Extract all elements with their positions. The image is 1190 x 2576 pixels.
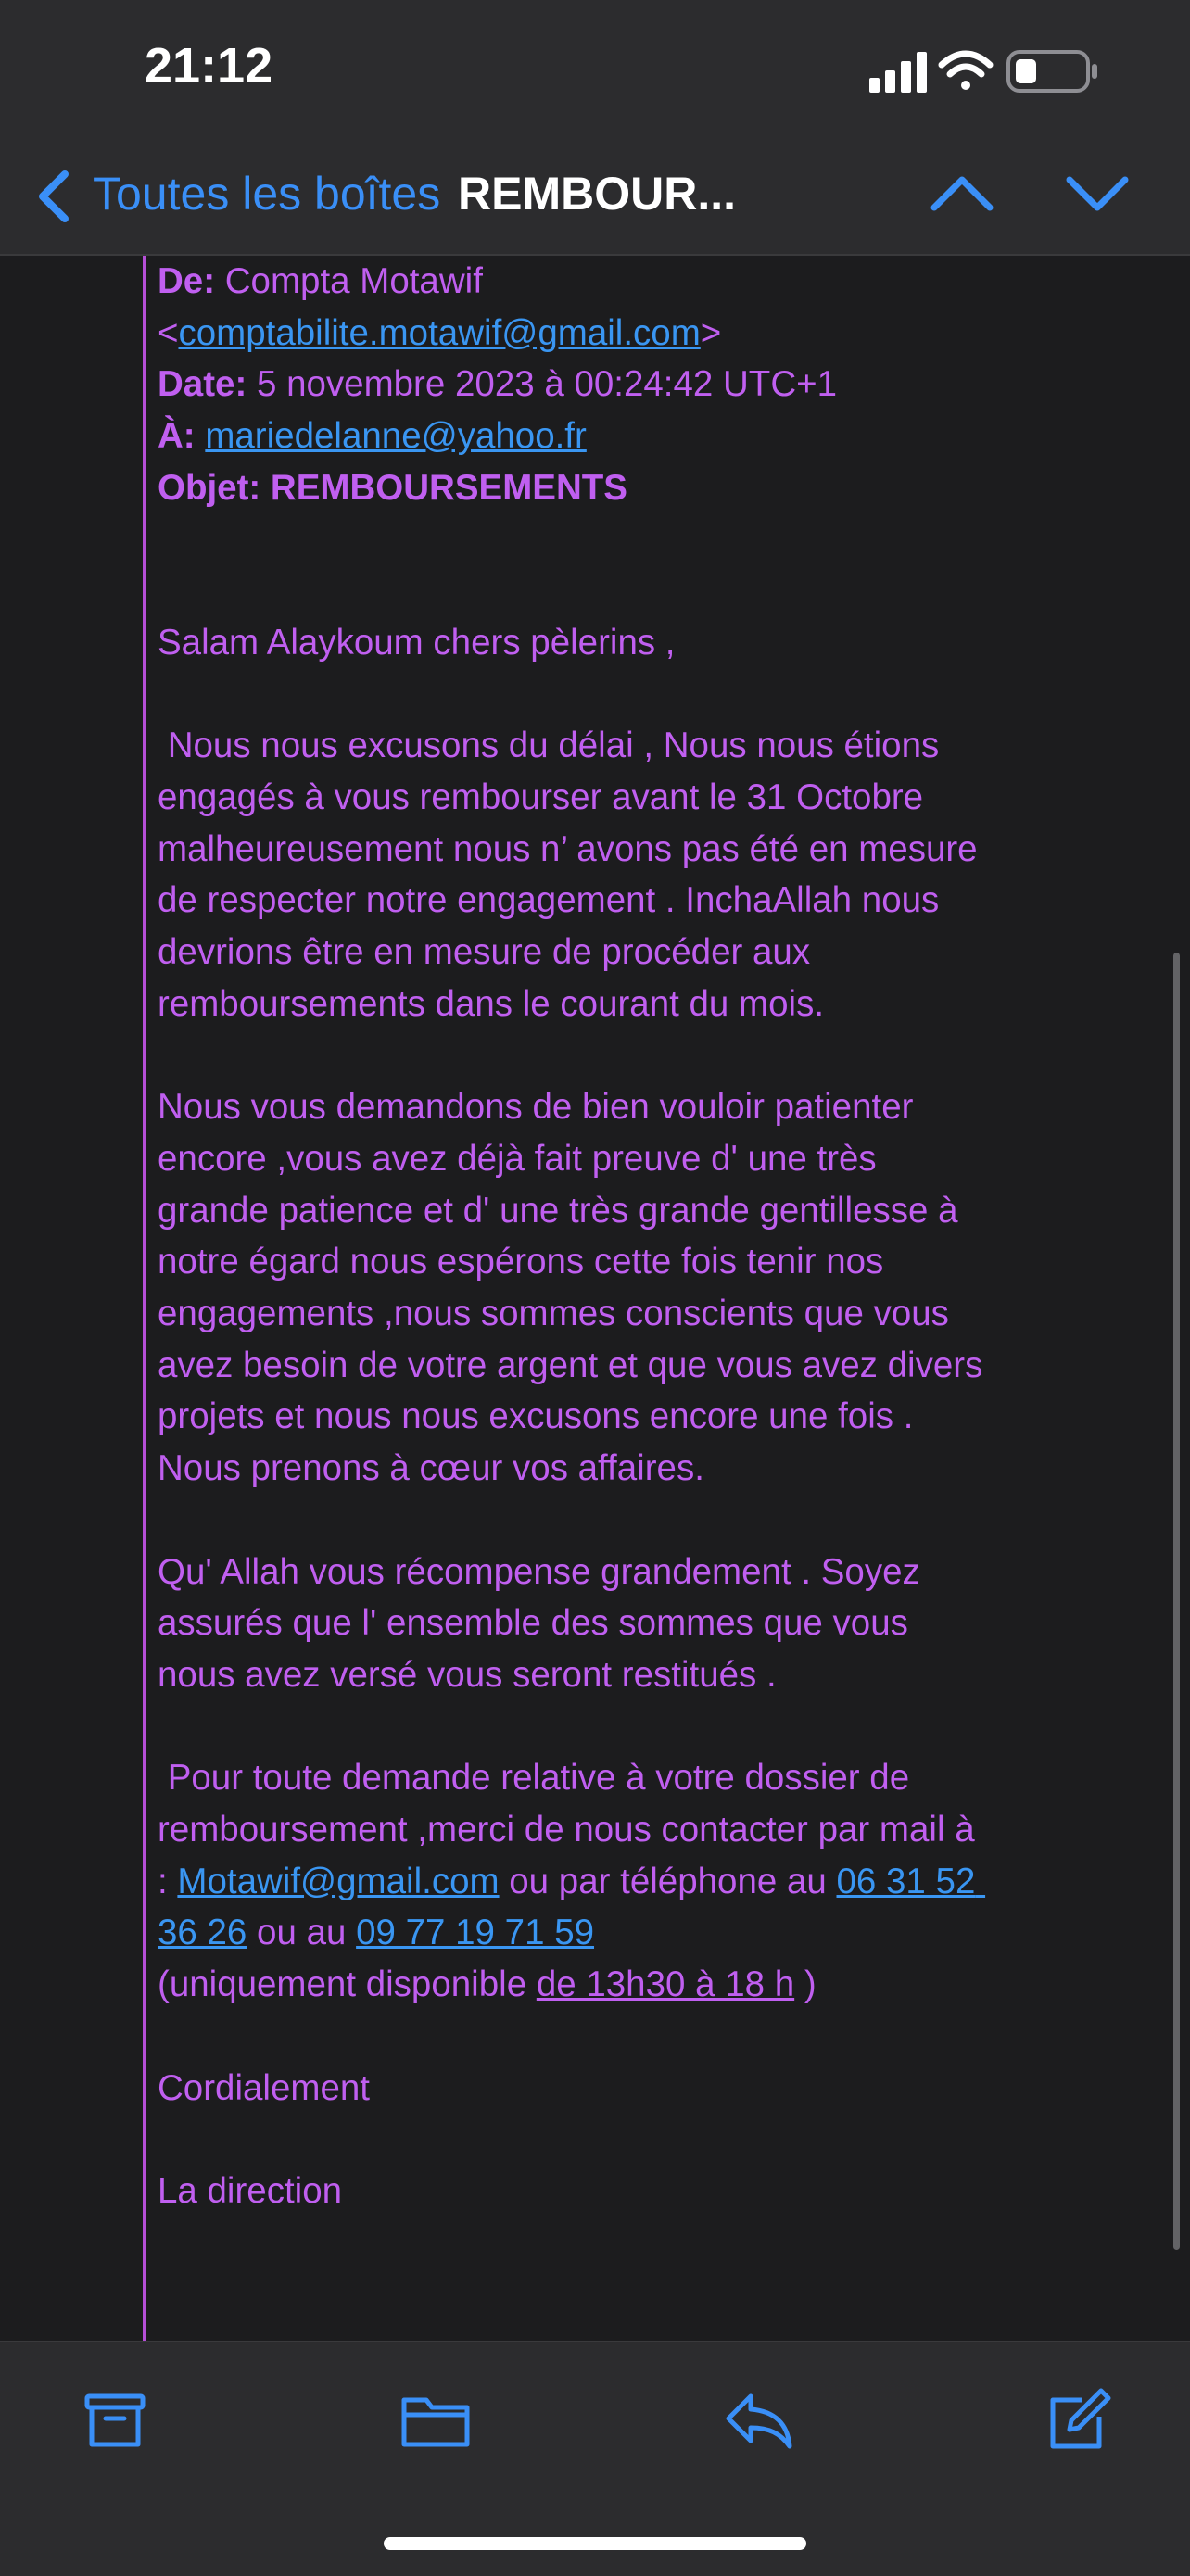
signature: La direction <box>158 2170 343 2211</box>
to-email-link[interactable]: mariedelanne@yahoo.fr <box>205 416 587 457</box>
quote-bar <box>143 256 146 2341</box>
nav-title: REMBOUR... <box>458 168 736 220</box>
paragraph-4 <box>158 1752 992 2011</box>
from-line: De: Compta Motawif <comptabilite.motawif@gmail.com> <box>158 261 722 353</box>
greeting: Salam Alaykoum chers pèlerins , <box>158 622 676 663</box>
folder-icon[interactable] <box>399 2387 473 2458</box>
hours-link[interactable]: de 13h30 à 18 h <box>536 1964 795 2005</box>
closing: Cordialement <box>158 2067 370 2108</box>
date-line <box>158 359 992 410</box>
wifi-icon <box>942 54 990 90</box>
archive-icon[interactable] <box>82 2387 148 2458</box>
phone-2-link[interactable]: 09 77 19 71 59 <box>356 1913 595 1953</box>
para4-text-e: ) <box>794 1964 817 2005</box>
subject-line <box>158 462 992 514</box>
date-value: 5 novembre 2023 à 00:24:42 UTC+1 <box>256 364 838 405</box>
status-time: 21:12 <box>145 38 273 94</box>
compose-icon[interactable] <box>1045 2387 1112 2458</box>
phone-1-link[interactable]: 06 31 52 36 26 <box>158 1861 986 1953</box>
paragraph-3: Qu' Allah vous récompense grandement . Soyez assurés que l' ensemble des sommes que vous nous avez versé vous seront restitués . <box>158 1551 920 1695</box>
para4-text-c: ou au <box>247 1913 357 1953</box>
paragraph-2: Nous vous demandons de bien vouloir patienter encore ,vous avez déjà fait preuve d' une très grande patience et d' une très grande gentillesse à notre égard nous espérons cette fois tenir nos engagements ,nous sommes conscients que vous avez besoin de votre argent et que vous avez divers projets et nous nous excusons encore une fois . Nous prenons à cœur vos affaires. <box>158 1087 983 1489</box>
subject-value: REMBOURSEMENTS <box>270 467 627 508</box>
navigation-bar <box>0 139 1190 256</box>
subject-label: Objet: <box>158 467 261 508</box>
contact-email-link[interactable]: Motawif@gmail.com <box>177 1861 500 1901</box>
paragraph-1: Nous nous excusons du délai , Nous nous étions engagés à vous rembourser avant le 31 Octobre malheureusement nous n’ avons pas été en mesure de respecter notre engagement . InchaAllah nous devrions être en mesure de procéder aux remboursements dans le courant du mois. <box>158 726 988 1024</box>
para4-text-d: (uniquement disponible <box>158 1964 537 2005</box>
to-line <box>158 410 992 462</box>
from-email-link[interactable]: comptabilite.motawif@gmail.com <box>178 312 701 353</box>
back-chevron-icon[interactable] <box>32 163 78 233</box>
para4-text-b: ou par téléphone au <box>499 1861 837 1901</box>
forwarded-message <box>158 256 992 2217</box>
to-label: À: <box>158 416 196 457</box>
para4-text-a: Pour toute demande relative à votre dossier de remboursement ,merci de nous contacter par mail à : <box>158 1758 985 1901</box>
scrollbar[interactable] <box>1173 953 1180 2250</box>
next-message-chevron-down-icon[interactable] <box>1060 165 1134 225</box>
cellular-signal-icon <box>869 52 927 93</box>
date-label: Date: <box>158 364 247 405</box>
from-label: De: <box>158 261 216 301</box>
reply-icon[interactable] <box>721 2387 795 2458</box>
previous-message-chevron-up-icon[interactable] <box>925 165 999 225</box>
home-indicator <box>384 2537 806 2550</box>
battery-icon <box>1008 52 1097 91</box>
email-body[interactable] <box>0 256 1190 2341</box>
status-bar <box>0 0 1190 139</box>
back-button[interactable]: Toutes les boîtes <box>93 168 441 220</box>
status-icons <box>869 48 1101 95</box>
from-name: Compta Motawif <box>224 261 483 301</box>
